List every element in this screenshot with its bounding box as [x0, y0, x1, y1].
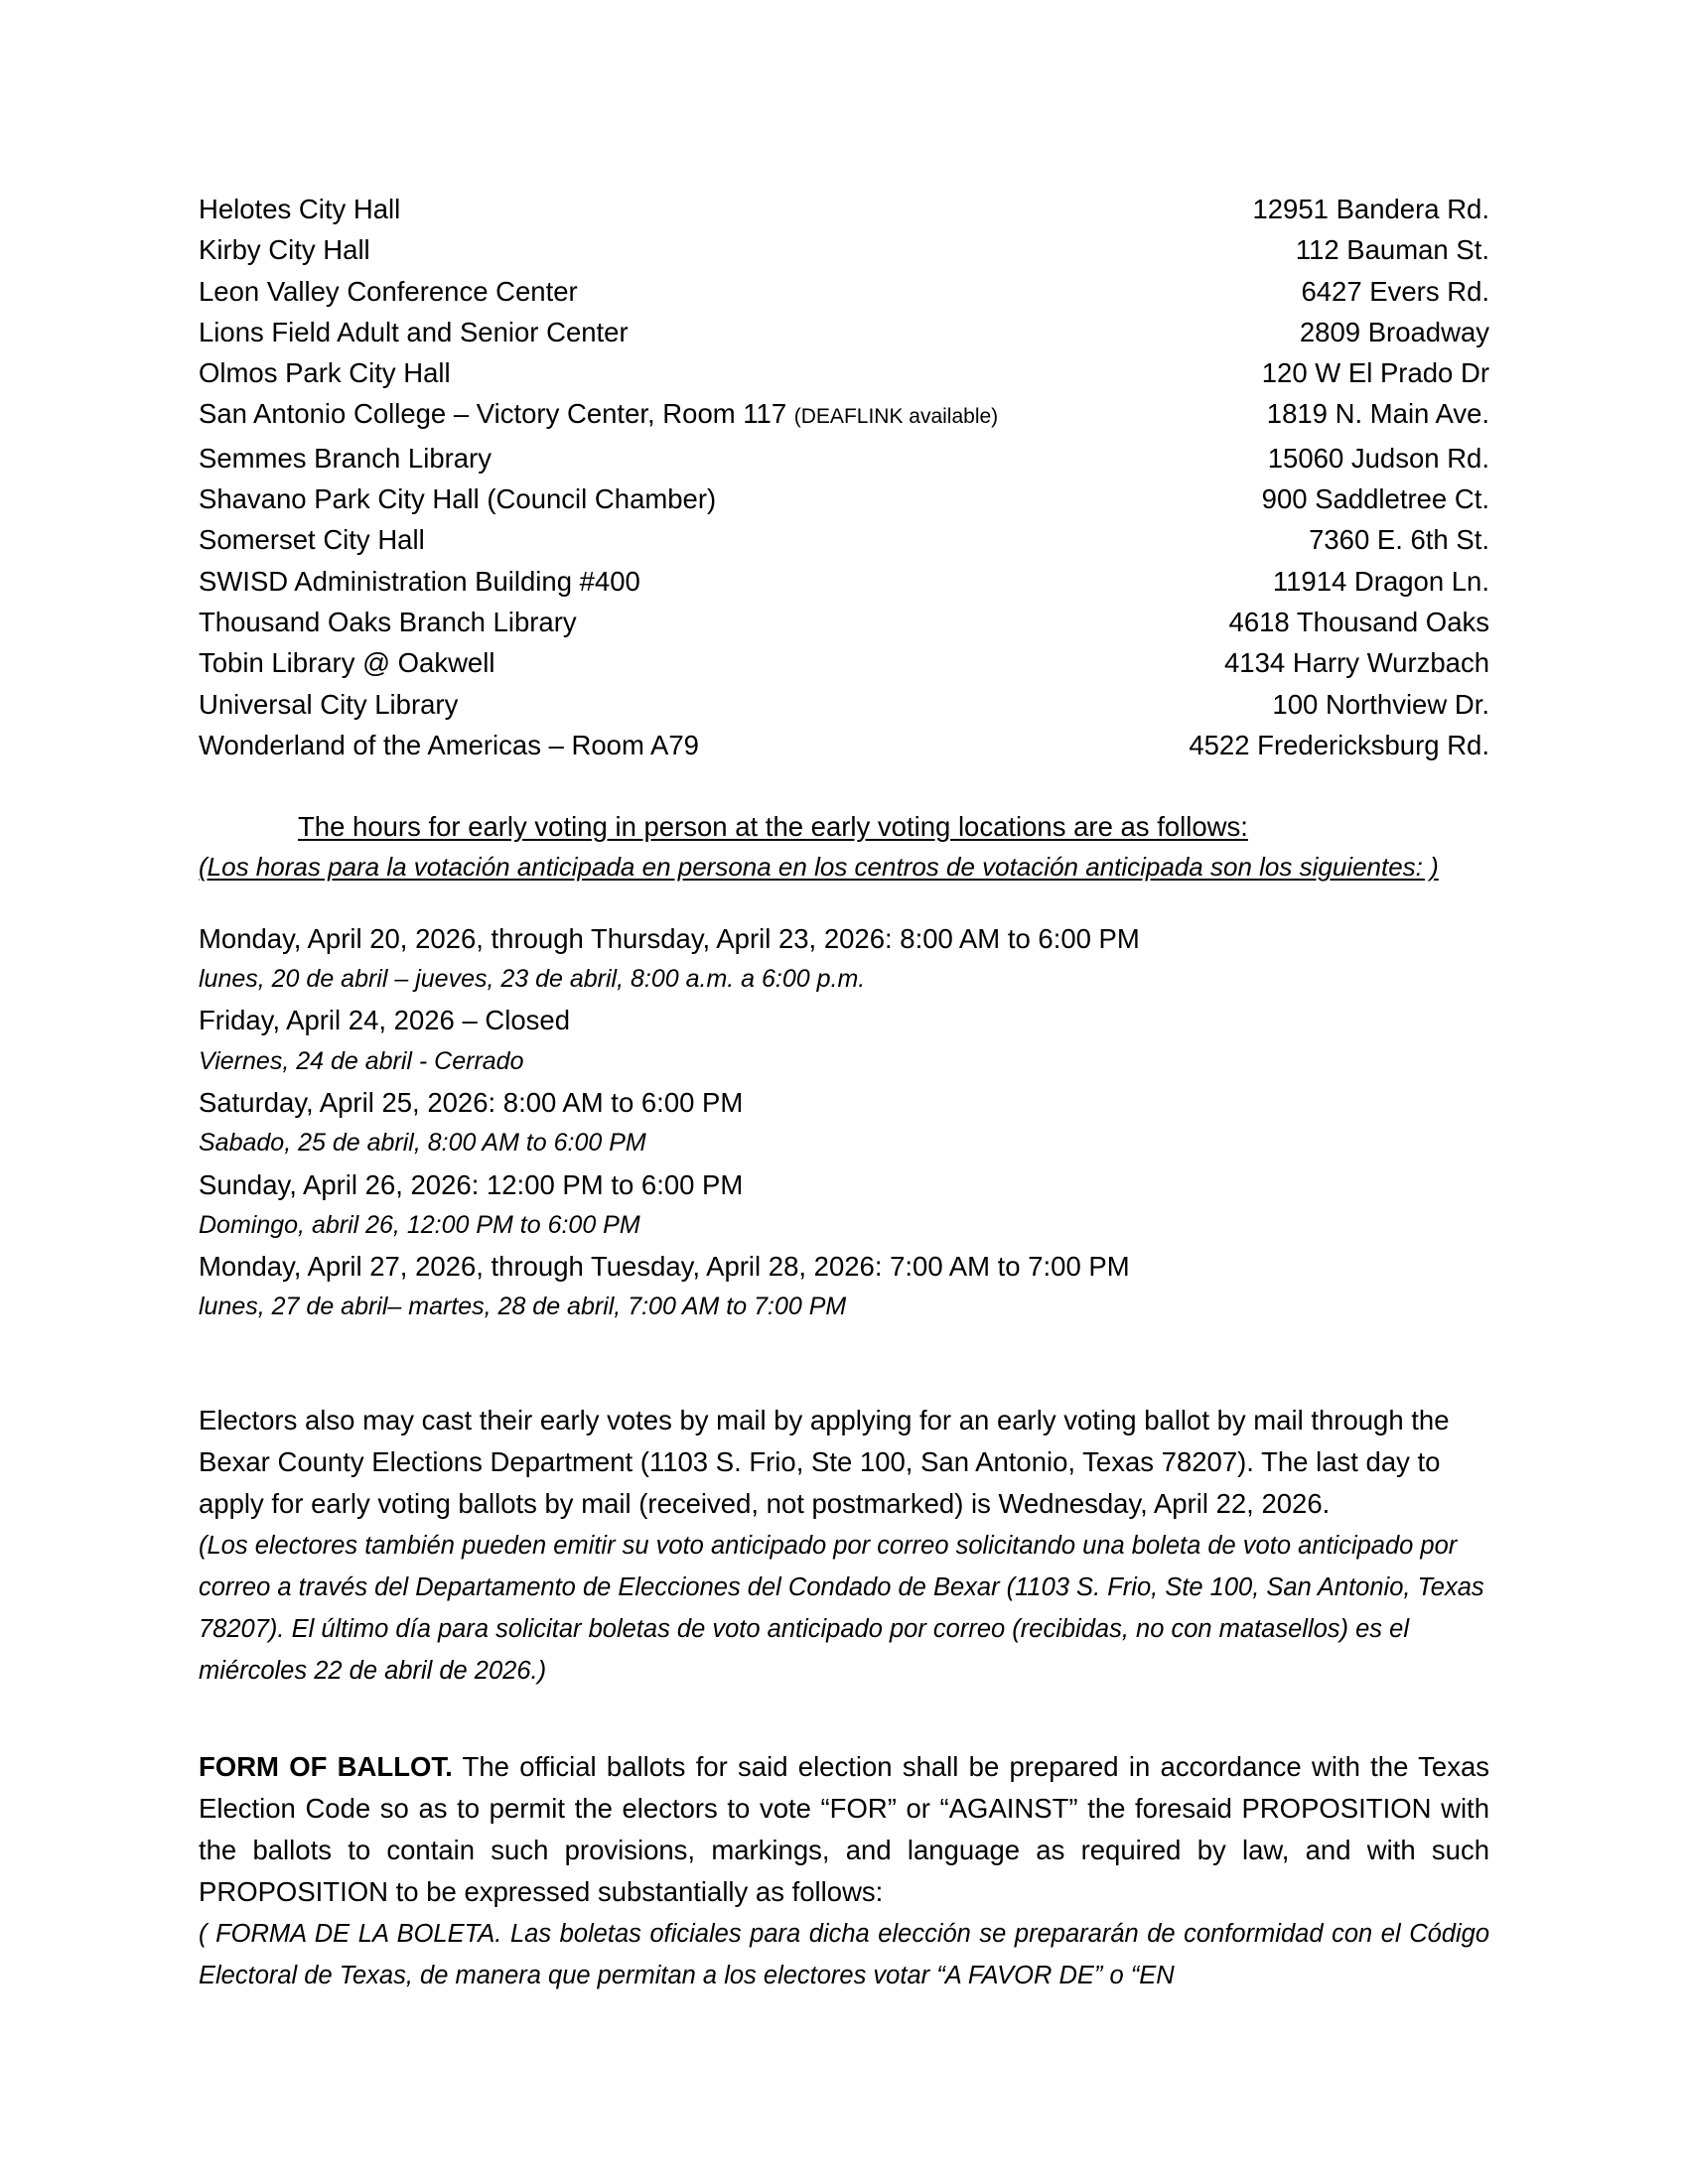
location-address: 112 Bauman St.	[1295, 234, 1489, 266]
location-name: Olmos Park City Hall	[199, 357, 451, 389]
schedule-line-spanish: Domingo, abril 26, 12:00 PM to 6:00 PM	[199, 1210, 640, 1239]
location-name: Semmes Branch Library	[199, 442, 492, 474]
location-address: 12951 Bandera Rd.	[1252, 194, 1489, 224]
table-row	[199, 438, 1489, 478]
location-address: 6427 Evers Rd.	[1301, 275, 1489, 307]
form-of-ballot-heading: FORM OF BALLOT.	[199, 1750, 453, 1782]
table-row	[199, 725, 1489, 765]
form-of-ballot-section	[199, 1746, 1489, 1996]
location-address: 900 Saddletree Ct.	[1261, 483, 1489, 515]
form-of-ballot-body: The official ballots for said election shall be prepared in accordance with the Texas Election Code so as to permit the electors to vote “FOR” or “AGAINST” the foresaid PROPOSITION with the ballots to contain such provisions, markings, and language as required by law, and with such PROPOSITION to be expressed substantially as follows:	[199, 1750, 1489, 1907]
mail-ballot-paragraph-spanish: (Los electores también pueden emitir su voto anticipado por correo solicitando una boleta de voto anticipado por correo a través del Departamento de Elecciones del Condado de Bexar (1103 S. Frio, Ste 100, San Antonio, Texas 78207). El último día para solicitar boletas de voto anticipado por correo (recibidas, no con matasellos) es el miércoles 22 de abril de 2026.)	[199, 1531, 1484, 1685]
schedule-line-english: Friday, April 24, 2026 – Closed	[199, 1005, 571, 1036]
location-name-main: San Antonio College – Victory Center, Room 117	[199, 398, 794, 430]
location-address: 1819 N. Main Ave.	[1266, 398, 1489, 430]
mail-ballot-section	[199, 1400, 1489, 1692]
location-name	[199, 393, 1162, 437]
table-row	[199, 602, 1489, 642]
table-row	[199, 642, 1489, 683]
location-address: 4522 Fredericksburg Rd.	[1189, 729, 1489, 760]
mail-ballot-paragraph-english: Electors also may cast their early votes by mail by applying for an early voting ballot by mail through the Bexar County Elections Department (1103 S. Frio, Ste 100, San Antonio, Texas 78207). The last day to apply for early voting ballots by mail (received, not postmarked) is Wednesday, April 22, 2026.	[199, 1404, 1450, 1519]
location-address: 2809 Broadway	[1299, 316, 1489, 347]
location-name: Somerset City Hall	[199, 524, 425, 556]
table-row	[199, 561, 1489, 602]
table-row	[199, 352, 1489, 393]
form-of-ballot-paragraph-spanish: ( FORMA DE LA BOLETA. Las boletas oficiales para dicha elección se prepararán de conformidad con el Código Electoral de Texas, de manera que permitan a los electores votar “A FAVOR DE” o “EN	[199, 1919, 1489, 1989]
location-address: 15060 Judson Rd.	[1267, 442, 1489, 474]
early-voting-schedule	[199, 918, 1489, 1328]
location-name: Leon Valley Conference Center	[199, 275, 578, 307]
location-name: Shavano Park City Hall (Council Chamber)	[199, 483, 717, 515]
table-row	[199, 684, 1489, 725]
schedule-line-spanish: Viernes, 24 de abril - Cerrado	[199, 1046, 524, 1075]
table-row	[199, 271, 1489, 312]
table-row	[199, 189, 1489, 229]
location-name: Kirby City Hall	[199, 234, 370, 266]
location-name: Universal City Library	[199, 688, 459, 720]
schedule-line-spanish: lunes, 27 de abril– martes, 28 de abril, 7:00 AM to 7:00 PM	[199, 1293, 847, 1321]
location-address: 120 W El Prado Dr	[1261, 357, 1489, 389]
early-voting-locations-table	[199, 189, 1489, 765]
deaflink-note: (DEAFLINK available)	[793, 405, 999, 429]
schedule-line-spanish: Sabado, 25 de abril, 8:00 AM to 6:00 PM	[199, 1129, 646, 1158]
location-name: SWISD Administration Building #400	[199, 565, 640, 597]
schedule-line-spanish: lunes, 20 de abril – jueves, 23 de abril, 8:00 a.m. a 6:00 p.m.	[199, 965, 866, 994]
location-name: Thousand Oaks Branch Library	[199, 606, 577, 637]
table-row	[199, 312, 1489, 352]
schedule-line-english: Monday, April 27, 2026, through Tuesday, April 28, 2026: 7:00 AM to 7:00 PM	[199, 1251, 1130, 1283]
location-address: 100 Northview Dr.	[1272, 688, 1489, 720]
table-row	[199, 229, 1489, 270]
table-row	[199, 393, 1489, 437]
location-name: Tobin Library @ Oakwell	[199, 647, 495, 679]
hours-heading-spanish: (Los horas para la votación anticipada en persona en los centros de votación anticipada son los siguientes: )	[199, 852, 1439, 883]
schedule-line-english: Saturday, April 25, 2026: 8:00 AM to 6:00 PM	[199, 1086, 744, 1118]
form-of-ballot-paragraph-english	[199, 1746, 1489, 1913]
location-name: Lions Field Adult and Senior Center	[199, 316, 629, 347]
location-address: 11914 Dragon Ln.	[1272, 565, 1489, 597]
location-name: Wonderland of the Americas – Room A79	[199, 729, 699, 760]
schedule-line-english: Monday, April 20, 2026, through Thursday, April 23, 2026: 8:00 AM to 6:00 PM	[199, 922, 1140, 954]
location-name: Helotes City Hall	[199, 194, 401, 224]
table-row	[199, 478, 1489, 519]
hours-heading-english: The hours for early voting in person at the early voting locations are as follows:	[298, 811, 1248, 843]
table-row	[199, 519, 1489, 560]
location-address: 4618 Thousand Oaks	[1228, 606, 1489, 637]
locations-table-body	[199, 189, 1489, 765]
location-address: 4134 Harry Wurzbach	[1224, 647, 1489, 679]
schedule-line-english: Sunday, April 26, 2026: 12:00 PM to 6:00 PM	[199, 1168, 744, 1200]
location-address: 7360 E. 6th St.	[1309, 524, 1489, 556]
